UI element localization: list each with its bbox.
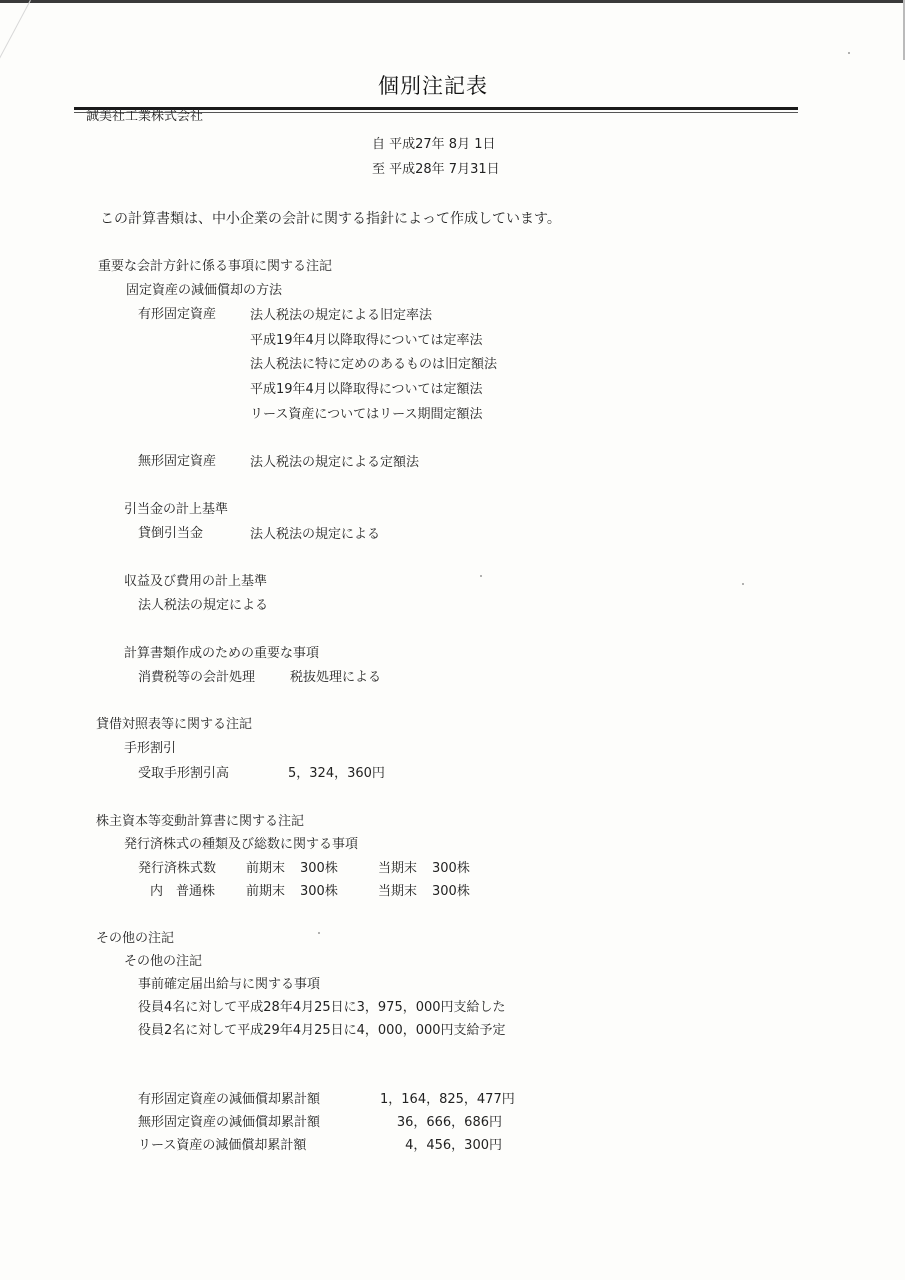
allowance-item-label: 貸倒引当金 bbox=[138, 526, 204, 541]
intangible-value: 法人税法の規定による定額法 bbox=[250, 455, 420, 470]
other-line: 役員4名に対して平成28年4月25日に3，975，000円支給した bbox=[138, 1000, 506, 1015]
balance-sheet-sub: 手形割引 bbox=[124, 741, 177, 756]
equity-prev-value: 300株 bbox=[300, 861, 338, 876]
scan-speck bbox=[742, 583, 744, 585]
depreciation-row-value: 4，456，300円 bbox=[405, 1138, 502, 1153]
other-heading: その他の注記 bbox=[96, 931, 175, 946]
revenue-value: 法人税法の規定による bbox=[138, 598, 269, 613]
equity-row-label: 発行済株式数 bbox=[138, 861, 217, 876]
scan-speck bbox=[480, 575, 482, 577]
depreciation-label: 固定資産の減価償却の方法 bbox=[126, 283, 283, 298]
balance-sheet-heading: 貸借対照表等に関する注記 bbox=[96, 717, 253, 732]
important-label: 計算書類作成のための重要な事項 bbox=[124, 646, 320, 661]
equity-sub: 発行済株式の種類及び総数に関する事項 bbox=[124, 837, 359, 852]
tangible-line: 平成19年4月以降取得については定額法 bbox=[250, 382, 483, 397]
company-name: 誠美社工業株式会社 bbox=[86, 109, 204, 124]
depreciation-row-label: 有形固定資産の減価償却累計額 bbox=[138, 1092, 321, 1107]
depreciation-row-value: 1，164，825，477円 bbox=[380, 1092, 515, 1107]
discount-value: 5，324，360円 bbox=[288, 766, 385, 781]
other-line: 役員2名に対して平成29年4月25日に4，000，000円支給予定 bbox=[138, 1023, 506, 1038]
scan-speck bbox=[848, 52, 850, 54]
scan-top-edge bbox=[0, 0, 905, 3]
document-title: 個別注記表 bbox=[378, 74, 488, 98]
tangible-line: 平成19年4月以降取得については定率法 bbox=[250, 333, 483, 348]
period-to: 至 平成28年 7月31日 bbox=[372, 162, 500, 177]
equity-prev-label: 前期末 bbox=[246, 884, 286, 899]
important-item-value: 税抜処理による bbox=[290, 670, 382, 685]
equity-row-label: 内 普通株 bbox=[150, 884, 216, 899]
tangible-line: 法人税法に特に定めのあるものは旧定額法 bbox=[250, 357, 498, 372]
discount-label: 受取手形割引高 bbox=[138, 766, 230, 781]
tangible-line: リース資産についてはリース期間定額法 bbox=[250, 407, 483, 422]
intro-text: この計算書類は、中小企業の会計に関する指針によって作成しています。 bbox=[100, 211, 561, 227]
revenue-label: 収益及び費用の計上基準 bbox=[124, 574, 268, 589]
other-item: 事前確定届出給与に関する事項 bbox=[138, 977, 321, 992]
important-item-label: 消費税等の会計処理 bbox=[138, 670, 256, 685]
equity-prev-label: 前期末 bbox=[246, 861, 286, 876]
allowance-item-value: 法人税法の規定による bbox=[250, 527, 381, 542]
depreciation-row-label: 無形固定資産の減価償却累計額 bbox=[138, 1115, 321, 1130]
tangible-line: 法人税法の規定による旧定率法 bbox=[250, 308, 433, 323]
period-from: 自 平成27年 8月 1日 bbox=[372, 137, 496, 152]
equity-curr-value: 300株 bbox=[432, 884, 470, 899]
scan-speck bbox=[318, 932, 320, 934]
other-sub: その他の注記 bbox=[124, 954, 203, 969]
allowance-label: 引当金の計上基準 bbox=[124, 502, 229, 517]
equity-heading: 株主資本等変動計算書に関する注記 bbox=[96, 814, 305, 829]
equity-curr-value: 300株 bbox=[432, 861, 470, 876]
depreciation-row-label: リース資産の減価償却累計額 bbox=[138, 1138, 307, 1153]
scan-artifact bbox=[0, 0, 31, 62]
tangible-label: 有形固定資産 bbox=[138, 307, 217, 322]
equity-curr-label: 当期末 bbox=[378, 884, 418, 899]
policies-heading: 重要な会計方針に係る事項に関する注記 bbox=[98, 259, 333, 274]
depreciation-row-value: 36，666，686円 bbox=[396, 1115, 502, 1130]
intangible-label: 無形固定資産 bbox=[138, 454, 217, 469]
equity-curr-label: 当期末 bbox=[378, 861, 418, 876]
equity-prev-value: 300株 bbox=[300, 884, 338, 899]
